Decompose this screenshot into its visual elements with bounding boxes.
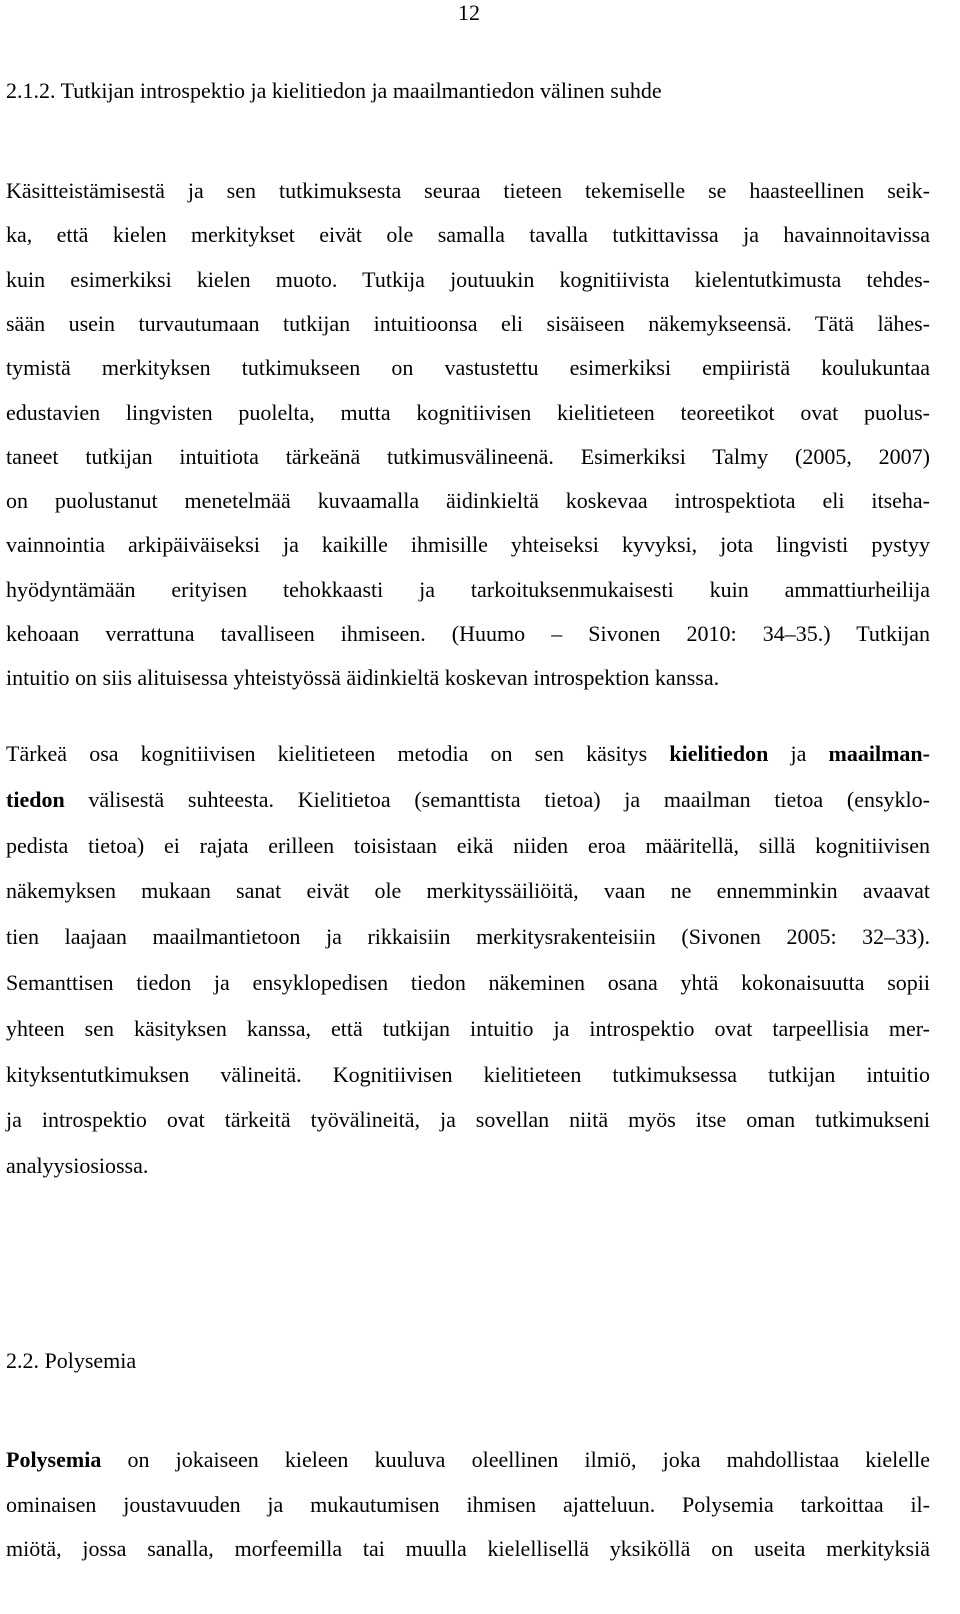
text-line — [6, 1534, 930, 1564]
text-run: hyödyntämään erityisen tehokkaasti ja tarkoituksenmukaisesti kuin ammattiurheilija — [6, 576, 930, 602]
text-line — [6, 876, 930, 906]
text-line — [6, 619, 930, 649]
text-line — [6, 530, 930, 560]
text-line — [6, 1490, 930, 1520]
text-line — [6, 176, 930, 206]
text-run: pedista tietoa) ei rajata erilleen toisistaan eikä niiden eroa määritellä, sillä kognitiivisen — [6, 832, 930, 858]
text-line — [6, 575, 930, 605]
text-run: ka, että kielen merkitykset eivät ole samalla tavalla tutkittavissa ja havainnoitavissa — [6, 222, 930, 248]
text-run: ja — [768, 741, 829, 766]
text-run: kuin esimerkiksi kielen muoto. Tutkija joutuukin kognitiivista kielentutkimusta tehdes- — [6, 266, 930, 292]
text-line — [6, 353, 930, 383]
text-run: edustavien lingvisten puolelta, mutta kognitiivisen kielitieteen teoreetikot ovat puolus- — [6, 399, 930, 425]
bold-term: tiedon — [6, 786, 65, 812]
text-line — [6, 1151, 930, 1181]
text-line — [6, 831, 930, 861]
text-run: ominaisen joustavuuden ja mukautumisen ihmisen ajatteluun. Polysemia tarkoittaa il- — [6, 1491, 930, 1517]
text-line — [6, 968, 930, 998]
text-run: vainnointia arkipäiväiseksi ja kaikille ihmisille yhteiseksi kyvyksi, jota lingvisti pystyy — [6, 532, 930, 558]
subsection-heading: 2.2. Polysemia — [6, 1348, 137, 1373]
page-number: 12 — [458, 0, 480, 25]
text-line — [6, 398, 930, 428]
text-run: analyysiosiossa. — [6, 1153, 149, 1179]
text-line — [6, 1445, 930, 1475]
text-run: näkemyksen mukaan sanat eivät ole merkityssäiliöitä, vaan ne ennemminkin avaavat — [6, 878, 930, 904]
text-run: ja introspektio ovat tärkeitä työvälineitä, ja sovellan niitä myös itse oman tutkimukseni — [6, 1107, 930, 1133]
text-line — [6, 220, 930, 250]
text-run: Semanttisen tiedon ja ensyklopedisen tiedon näkeminen osana yhtä kokonaisuutta sopii — [6, 970, 930, 995]
text-line — [6, 785, 930, 815]
text-run: intuitio on siis alituisessa yhteistyössä äidinkieltä koskevan introspektion kanssa. — [6, 665, 720, 691]
text-run: kityksentutkimuksen välineitä. Kognitiivisen kielitieteen tutkimuksessa tutkijan intuitio — [6, 1061, 930, 1087]
bold-term: kielitiedon — [669, 741, 769, 766]
text-line — [6, 739, 930, 769]
text-run: sään usein turvautumaan tutkijan intuitioonsa eli sisäiseen näkemykseensä. Tätä lähes- — [6, 310, 930, 336]
text-line — [6, 1105, 930, 1135]
text-run: yhteen sen käsityksen kanssa, että tutkijan intuitio ja introspektio ovat tarpeellisia mer- — [6, 1015, 930, 1041]
section-heading: 2.1.2. Tutkijan introspektio ja kielitiedon ja maailmantiedon välinen suhde — [6, 78, 662, 103]
text-line — [6, 309, 930, 339]
text-run: välisestä suhteesta. Kielitietoa (semanttista tietoa) ja maailman tietoa (ensyklo- — [64, 786, 930, 812]
text-run: kehoaan verrattuna tavalliseen ihmiseen. (Huumo – Sivonen 2010: 34–35.) Tutkijan — [6, 621, 930, 646]
text-run: on puolustanut menetelmää kuvaamalla äidinkieltä koskevaa introspektiota eli itseha- — [6, 488, 930, 514]
text-line — [6, 1060, 930, 1090]
text-run: miötä, jossa sanalla, morfeemilla tai muulla kielellisellä yksiköllä on useita merkityksiä — [6, 1536, 930, 1561]
text-run: Käsitteistämisestä ja sen tutkimuksesta seuraa tieteen tekemiselle se haasteellinen seik- — [6, 178, 930, 203]
text-run: on jokaiseen kieleen kuuluva oleellinen ilmiö, joka mahdollistaa kielelle — [101, 1447, 930, 1472]
bold-term: Polysemia — [6, 1447, 102, 1472]
text-run: taneet tutkijan intuitiota tärkeänä tutkimusvälineenä. Esimerkiksi Talmy (2005, 2007) — [6, 443, 930, 469]
text-run: tien laajaan maailmantietoon ja rikkaisiin merkitysrakenteisiin (Sivonen 2005: 32–33). — [6, 924, 930, 950]
text-line — [6, 486, 930, 516]
text-line — [6, 663, 930, 693]
bold-term: maailman- — [828, 741, 930, 766]
text-run: tymistä merkityksen tutkimukseen on vastustettu esimerkiksi empiiristä koulukuntaa — [6, 355, 930, 381]
text-run: Tärkeä osa kognitiivisen kielitieteen metodia on sen käsitys — [6, 741, 670, 766]
text-line — [6, 1014, 930, 1044]
text-line — [6, 442, 930, 472]
text-line — [6, 265, 930, 295]
text-line — [6, 922, 930, 952]
